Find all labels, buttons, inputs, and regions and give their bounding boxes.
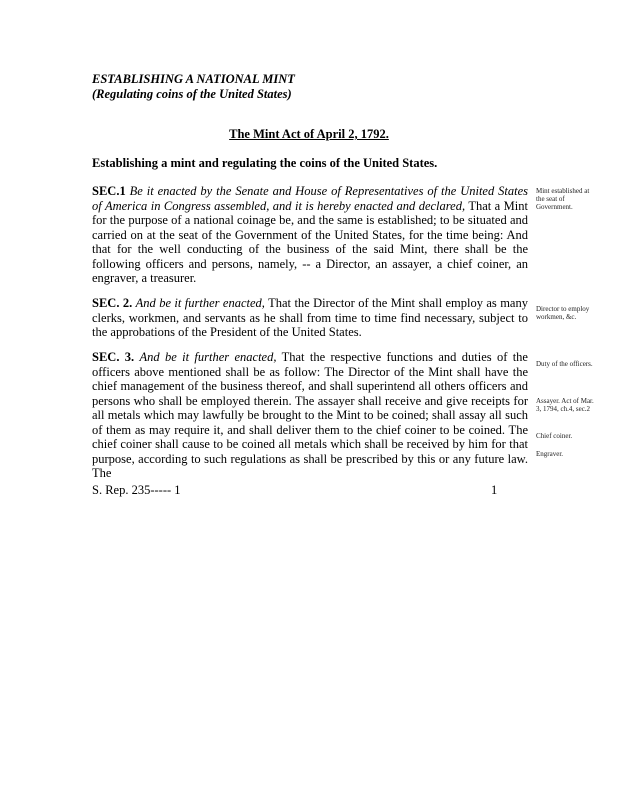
section-body: That a Mint for the purpose of a national coinage be, and the same is established; to be situated and carried on at the seat of the Government of the United States, for the time being: And that for the well conducting of the business of the said Mint, there shall be the following officers and persons, namely, -- a Director, an assayer, a chief coiner, an engraver, a treasurer. bbox=[92, 198, 528, 285]
header-subtitle: (Regulating coins of the United States) bbox=[92, 87, 292, 101]
page-number: 1 bbox=[491, 483, 498, 497]
enacting-clause: And be it further enacted, bbox=[139, 350, 277, 364]
document-subtitle: Establishing a mint and regulating the coins of the United States. bbox=[92, 156, 438, 170]
section-label: SEC.1 bbox=[92, 184, 126, 198]
section-3 bbox=[92, 350, 528, 481]
section-label: SEC. 3. bbox=[92, 350, 135, 364]
header-title: ESTABLISHING A NATIONAL MINT bbox=[92, 72, 295, 86]
report-reference: S. Rep. 235----- 1 bbox=[92, 483, 181, 497]
section-body: That the respective functions and duties of the officers above mentioned shall be as follow: The Director of the Mint shall have the chief management of the business thereof, and shall superintend all others officers and persons who shall be employed therein. The assayer shall receive and give receipts for all metals which may lawfully be brought to the Mint to be coined; shall assay all such of them as may require it, and shall deliver them to the chief coiner to be coined. The chief coiner shall cause to be coined all metals which shall be received by him for that purpose, according to such regulations as shall be prescribed by this or any future law. The bbox=[92, 350, 528, 480]
margin-note: Duty of the officers. bbox=[536, 360, 593, 368]
enacting-clause: And be it further enacted, bbox=[135, 296, 265, 310]
margin-note: Assayer. Act of Mar. 3, 1794, ch.4, sec.2 bbox=[536, 397, 594, 413]
section-body: That the Director of the Mint shall employ as many clerks, workmen, and servants as he shall from time to time find necessary, subject to the approbations of the President of the United States. bbox=[92, 296, 528, 339]
margin-note: Mint established at the seat of Government. bbox=[536, 187, 590, 211]
document-title: The Mint Act of April 2, 1792. bbox=[229, 127, 389, 141]
margin-note: Chief coiner. bbox=[536, 432, 573, 440]
margin-note: Director to employ workmen, &c. bbox=[536, 305, 590, 321]
section-2 bbox=[92, 296, 528, 340]
section-label: SEC. 2. bbox=[92, 296, 133, 310]
section-1 bbox=[92, 184, 528, 286]
margin-note: Engraver. bbox=[536, 450, 564, 458]
enacting-clause: Be it enacted by the Senate and House of Representatives of the United States of America in Congress assembled, and it is hereby enacted and declared, bbox=[92, 184, 528, 213]
